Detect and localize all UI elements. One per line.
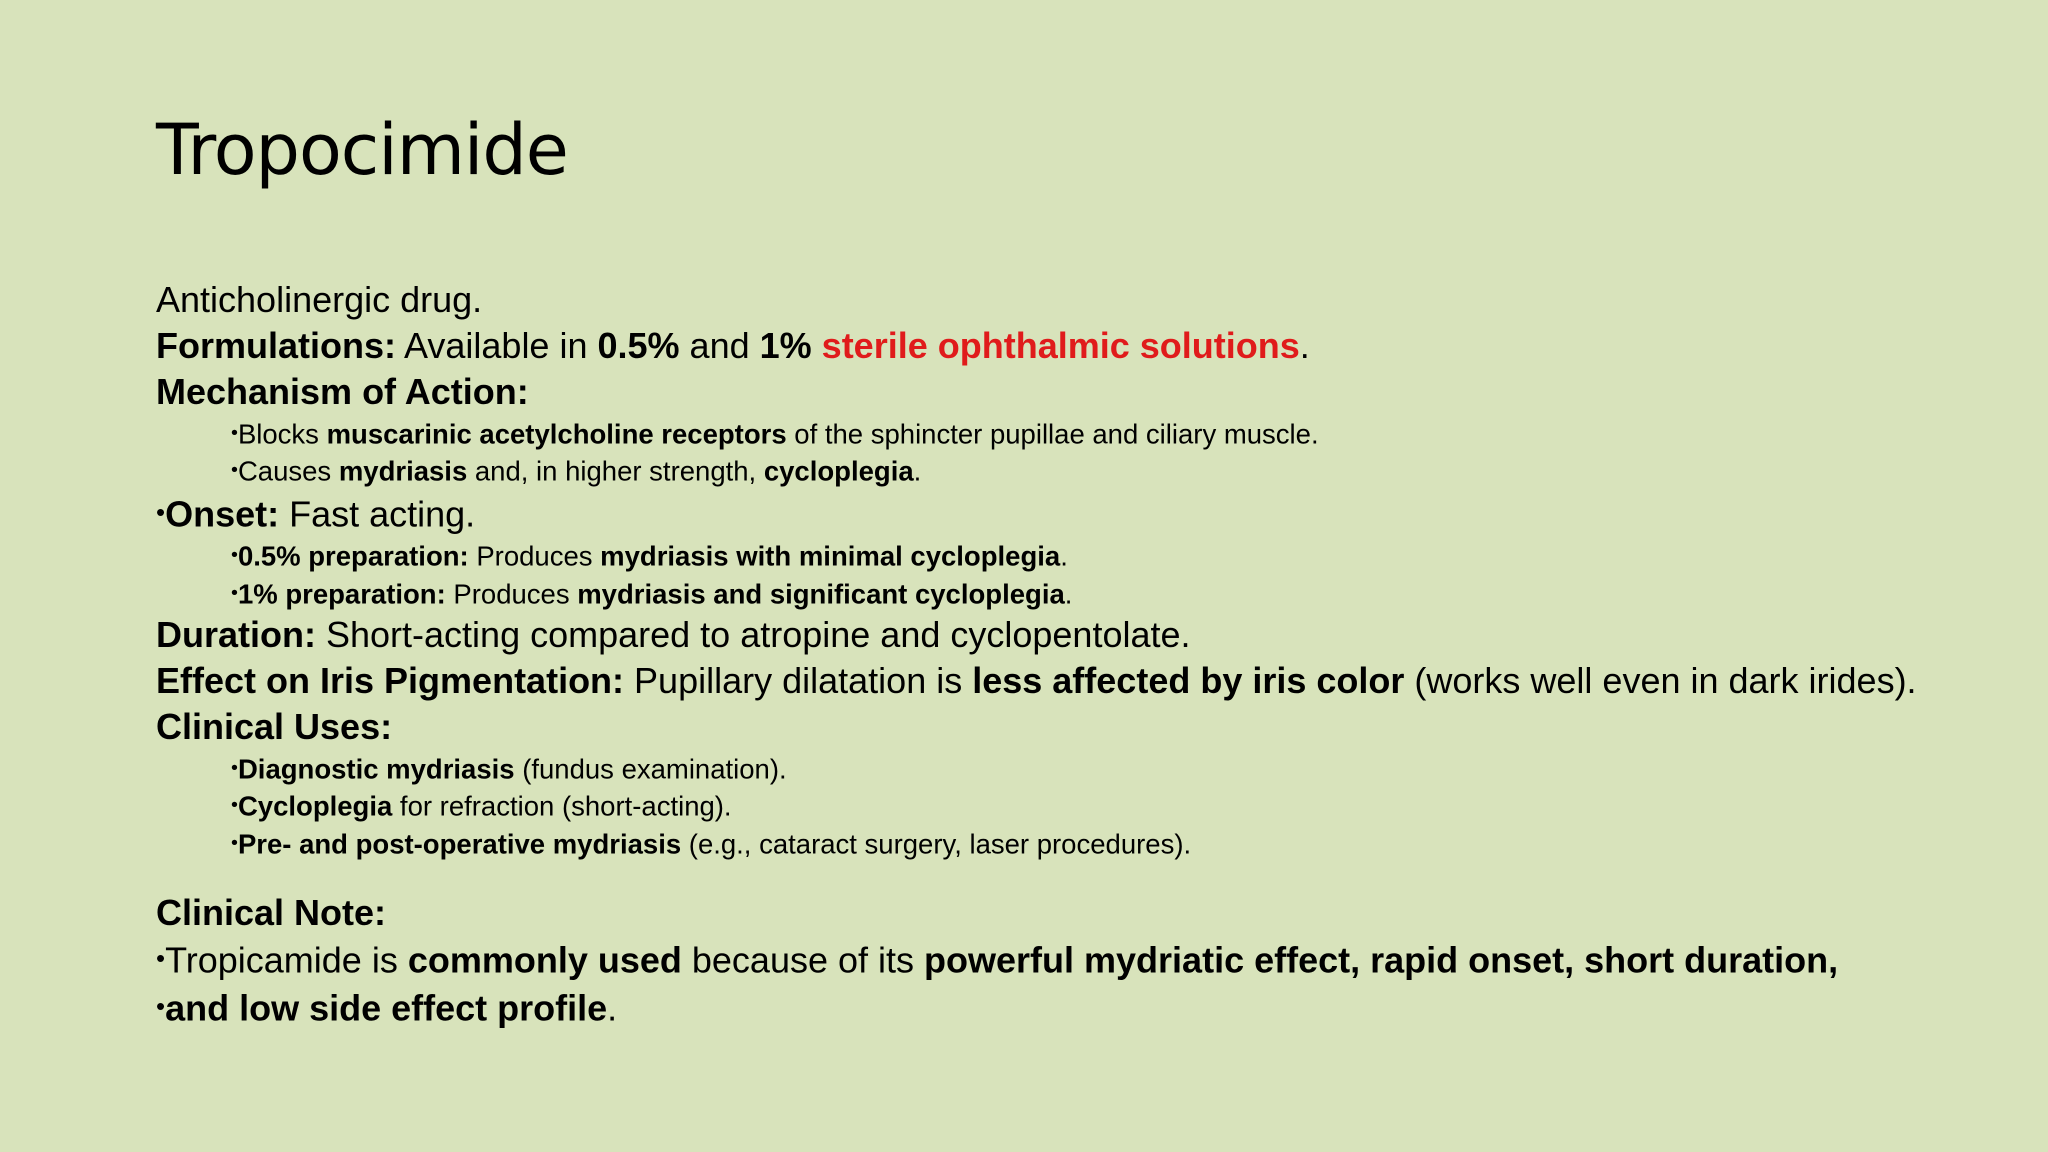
- strength-1: 1%: [759, 325, 812, 366]
- mechanism-item: [156, 452, 2036, 489]
- item-text: and, in higher strength,: [467, 455, 764, 487]
- drug-class-text: Anticholinergic drug.: [156, 279, 483, 320]
- uses-item: [156, 750, 2036, 787]
- item-text: for refraction (short-acting).: [392, 790, 732, 822]
- spacer: [156, 862, 2036, 890]
- uses-item: [156, 825, 2036, 862]
- note-text: because of its: [681, 939, 925, 981]
- note-bold: and low side effect profile: [165, 987, 608, 1029]
- bullet-icon: •: [156, 498, 166, 527]
- item-bold: mydriasis and significant cycloplegia: [577, 578, 1065, 610]
- mechanism-heading: [156, 369, 2036, 415]
- duration-label: Duration:: [156, 614, 316, 656]
- bullet-icon: •: [231, 794, 238, 817]
- duration-text: Short-acting compared to atropine and cyclopentolate.: [315, 614, 1191, 656]
- highlight-text: sterile ophthalmic solutions: [821, 325, 1300, 366]
- note-label: Clinical Note:: [156, 892, 387, 934]
- iris-text: Pupillary dilatation is: [624, 660, 973, 702]
- onset-item: [156, 575, 2036, 612]
- item-text: (fundus examination).: [514, 753, 787, 785]
- item-bold: Pre- and post-operative mydriasis: [237, 828, 682, 860]
- onset-text: Fast acting.: [279, 493, 476, 535]
- onset-item: [156, 537, 2036, 574]
- note-bold: commonly used: [407, 939, 682, 981]
- item-bold: cycloplegia: [763, 455, 914, 487]
- slide-body: [156, 277, 2036, 1031]
- formulations-text: Available in: [396, 325, 598, 366]
- item-text: (e.g., cataract surgery, laser procedures).: [681, 828, 1192, 860]
- formulations-end: .: [1299, 325, 1310, 366]
- mechanism-label: Mechanism of Action:: [156, 371, 529, 412]
- item-label: 0.5% preparation:: [237, 540, 469, 572]
- note-bold: powerful mydriatic effect, rapid onset, short duration,: [924, 939, 1839, 981]
- note-line: [156, 936, 2036, 984]
- item-text: Produces: [468, 540, 601, 572]
- item-label: 1% preparation:: [237, 578, 446, 610]
- duration-line: [156, 612, 2036, 658]
- note-heading: [156, 890, 2036, 936]
- item-bold: Diagnostic mydriasis: [237, 753, 515, 785]
- formulations-space: [812, 325, 822, 366]
- bullet-icon: •: [231, 544, 238, 567]
- mechanism-item: [156, 415, 2036, 452]
- item-text: Produces: [445, 578, 578, 610]
- bullet-icon: •: [231, 459, 238, 482]
- formulations-label: Formulations:: [156, 325, 396, 366]
- item-bold: Cycloplegia: [237, 790, 393, 822]
- strength-05: 0.5%: [597, 325, 680, 366]
- bullet-icon: •: [156, 945, 166, 974]
- uses-item: [156, 787, 2036, 824]
- slide-title: Tropocimide: [156, 109, 568, 191]
- uses-heading: [156, 704, 2036, 750]
- onset-line: [156, 490, 2036, 538]
- item-text: Blocks: [237, 418, 327, 450]
- iris-text-end: (works well even in dark irides).: [1404, 660, 1917, 702]
- bullet-icon: •: [231, 831, 238, 854]
- formulations-line: [156, 323, 2036, 369]
- bullet-icon: •: [231, 581, 238, 604]
- item-text: .: [1064, 578, 1073, 610]
- item-text: .: [913, 455, 922, 487]
- onset-label: Onset:: [165, 493, 280, 535]
- bullet-icon: •: [156, 992, 166, 1021]
- item-text: of the sphincter pupillae and ciliary muscle.: [786, 418, 1319, 450]
- iris-bold: less affected by iris color: [972, 660, 1405, 702]
- formulations-and: and: [679, 325, 760, 366]
- bullet-icon: •: [231, 422, 238, 444]
- note-line: [156, 984, 2036, 1032]
- iris-label: Effect on Iris Pigmentation:: [156, 660, 625, 702]
- bullet-icon: •: [231, 757, 238, 780]
- note-text: .: [607, 987, 618, 1029]
- item-text: .: [1060, 540, 1068, 572]
- item-bold: mydriasis: [338, 455, 468, 487]
- item-text: Causes: [237, 455, 339, 487]
- iris-line: [156, 658, 2036, 704]
- uses-label: Clinical Uses:: [156, 706, 393, 748]
- item-bold: mydriasis with minimal cycloplegia: [600, 540, 1061, 572]
- note-text: Tropicamide is: [165, 939, 408, 981]
- drug-class-line: [156, 277, 2036, 323]
- item-bold: muscarinic acetylcholine receptors: [326, 418, 787, 450]
